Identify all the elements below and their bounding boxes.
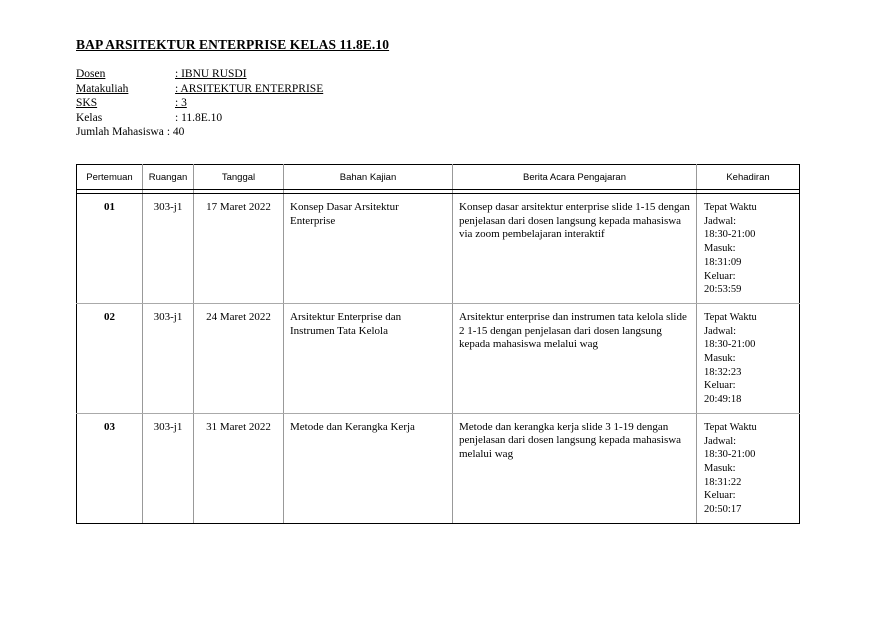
cell-ruangan: 303-j1 bbox=[143, 194, 194, 304]
attendance-line: 18:31:09 bbox=[704, 256, 742, 268]
cell-tanggal: 24 Maret 2022 bbox=[194, 303, 284, 413]
meta-label: Dosen bbox=[76, 68, 106, 80]
cell-berita-acara: Konsep dasar arsitektur enterprise slide 1-15 dengan penjelasan dari dosen langsung kepada mahasiswa via zoom pembelajaran interaktif bbox=[453, 194, 697, 304]
cell-kehadiran bbox=[697, 413, 800, 523]
meta-info bbox=[76, 67, 323, 140]
meta-row-kelas bbox=[76, 111, 323, 126]
meta-row-dosen bbox=[76, 67, 323, 82]
attendance-line: Masuk: bbox=[704, 462, 736, 474]
cell-pertemuan: 03 bbox=[77, 413, 143, 523]
cell-berita-acara: Arsitektur enterprise dan instrumen tata kelola slide 2 1-15 dengan penjelasan dari dosen langsung kepada mahasiswa melalui wag bbox=[453, 303, 697, 413]
cell-bahan-kajian: Metode dan Kerangka Kerja bbox=[284, 413, 453, 523]
attendance-line: 18:30-21:00 bbox=[704, 449, 756, 461]
meta-row-jumlah-mahasiswa bbox=[76, 125, 323, 140]
cell-berita-acara: Metode dan kerangka kerja slide 3 1-19 dengan penjelasan dari dosen langsung kepada mahasiswa melalui wag bbox=[453, 413, 697, 523]
attendance-line: 20:53:59 bbox=[704, 284, 742, 296]
meta-row-matakuliah bbox=[76, 82, 323, 97]
attendance-line: 18:30-21:00 bbox=[704, 229, 756, 241]
cell-kehadiran bbox=[697, 303, 800, 413]
attendance-line: Keluar: bbox=[704, 270, 736, 282]
table-row bbox=[77, 194, 800, 304]
table-row bbox=[77, 303, 800, 413]
attendance-line: 20:50:17 bbox=[704, 504, 742, 516]
attendance-status: Tepat Waktu bbox=[704, 421, 757, 433]
table-header-row bbox=[77, 165, 800, 190]
header-ruangan: Ruangan bbox=[143, 165, 194, 190]
cell-tanggal: 17 Maret 2022 bbox=[194, 194, 284, 304]
attendance-line: Jadwal: bbox=[704, 215, 737, 227]
meta-label: Matakuliah bbox=[76, 82, 129, 95]
attendance-line: Keluar: bbox=[704, 380, 736, 392]
cell-bahan-kajian: Konsep Dasar Arsitektur Enterprise bbox=[284, 194, 453, 304]
attendance-line: Masuk: bbox=[704, 353, 736, 365]
meta-value: : 3 bbox=[175, 97, 187, 109]
meta-value: : IBNU RUSDI bbox=[175, 68, 247, 80]
attendance-line: 18:32:23 bbox=[704, 366, 742, 378]
meta-value: : 11.8E.10 bbox=[175, 111, 223, 124]
cell-pertemuan: 02 bbox=[77, 303, 143, 413]
attendance-line: Jadwal: bbox=[704, 435, 737, 447]
attendance-status: Tepat Waktu bbox=[704, 311, 757, 323]
meta-row-sks bbox=[76, 96, 323, 111]
attendance-line: Keluar: bbox=[704, 490, 736, 502]
meta-value: : ARSITEKTUR ENTERPRISE bbox=[175, 82, 324, 95]
cell-ruangan: 303-j1 bbox=[143, 413, 194, 523]
table-row bbox=[77, 413, 800, 523]
attendance-line: Jadwal: bbox=[704, 325, 737, 337]
cell-tanggal: 31 Maret 2022 bbox=[194, 413, 284, 523]
cell-kehadiran bbox=[697, 194, 800, 304]
document-title: BAP ARSITEKTUR ENTERPRISE KELAS 11.8E.10 bbox=[76, 37, 390, 52]
cell-bahan-kajian: Arsitektur Enterprise dan Instrumen Tata Kelola bbox=[284, 303, 453, 413]
attendance-status: Tepat Waktu bbox=[704, 202, 757, 213]
attendance-line: 20:49:18 bbox=[704, 394, 742, 406]
meta-value: : 40 bbox=[166, 126, 185, 138]
cell-pertemuan: 01 bbox=[77, 194, 143, 304]
attendance-line: 18:30-21:00 bbox=[704, 339, 756, 351]
attendance-line: 18:31:22 bbox=[704, 476, 742, 488]
attendance-line: Masuk: bbox=[704, 243, 736, 255]
header-berita-acara: Berita Acara Pengajaran bbox=[453, 165, 697, 190]
header-kehadiran: Kehadiran bbox=[697, 165, 800, 190]
header-tanggal: Tanggal bbox=[194, 165, 284, 190]
meta-label: SKS bbox=[76, 97, 98, 109]
meta-label: Kelas bbox=[76, 111, 103, 124]
bap-table bbox=[76, 164, 800, 524]
meta-label: Jumlah Mahasiswa bbox=[76, 126, 164, 138]
header-pertemuan: Pertemuan bbox=[77, 165, 143, 190]
header-bahan-kajian: Bahan Kajian bbox=[284, 165, 453, 190]
cell-ruangan: 303-j1 bbox=[143, 303, 194, 413]
